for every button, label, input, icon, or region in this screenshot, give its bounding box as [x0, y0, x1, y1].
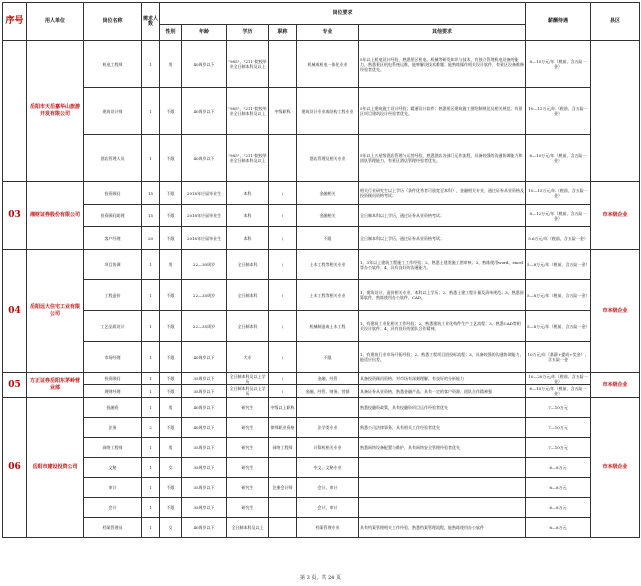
- position-cell: 机电工程师: [84, 41, 142, 88]
- gender-cell: 女: [160, 458, 182, 478]
- col-other: 其他要求: [359, 25, 526, 41]
- education-cell: 全日制本科及以上: [227, 518, 269, 538]
- count-cell: 1: [142, 41, 160, 88]
- position-cell: 投资顾问: [84, 182, 142, 205]
- table-row: [3, 518, 640, 538]
- other-cell: 相关行业研究生以上学历（条件优秀者可放宽至本科），金融相关专业，通过证券从业资格及投资顾问资格考试；: [359, 182, 526, 205]
- col-level: 县区: [591, 3, 640, 41]
- count-cell: 1: [142, 438, 160, 458]
- salary-cell: 7—10万元: [526, 418, 591, 438]
- title-cell: [269, 458, 297, 478]
- age-cell: 40周岁以下: [182, 418, 227, 438]
- table-row: [3, 135, 640, 182]
- gender-cell: 不限: [160, 418, 182, 438]
- level-cell: 市本级企业: [591, 398, 640, 538]
- gender-cell: 男: [160, 398, 182, 418]
- age-cell: 2018年应届毕业生: [182, 205, 227, 227]
- other-cell: [359, 498, 526, 518]
- title-cell: 注册会计师: [269, 478, 297, 498]
- gender-cell: 不限: [160, 385, 182, 398]
- table-row: [3, 250, 640, 280]
- salary-cell: 5.6万元/年（税前，含五险一金）: [526, 227, 591, 250]
- other-cell: 1、有建筑工业化相关工作经验；2、熟悉建筑工业化构件生产工艺流程；3、熟悉CAD等相关设计软件；4、具有良好的团队合作精神。: [359, 311, 526, 342]
- table-row: [3, 41, 640, 88]
- salary-cell: 10—20万元/年（税前，含五险一金）: [526, 373, 591, 385]
- position-cell: 投资顾问: [84, 373, 142, 385]
- table-row: [3, 373, 640, 385]
- major-cell: 机械或机电一体化专业: [297, 41, 359, 88]
- count-cell: 1: [142, 498, 160, 518]
- age-cell: 35周岁以下: [182, 385, 227, 398]
- major-cell: 法学类专业: [297, 418, 359, 438]
- title-cell: \: [269, 280, 297, 311]
- other-cell: 5年以上机电设计经验，熟悉景区机电、机械等研发知识与技术，有独立管理机电设备的能力，熟悉景区机电系统运维，能够解决技术难题；能熟练操作相关设计软件，有景区设备维修经验者优先。: [359, 41, 526, 88]
- education-cell: 全日制本科及以上学历: [227, 385, 269, 398]
- count-cell: 1: [142, 250, 160, 280]
- seq-cell: 03: [3, 182, 27, 250]
- count-cell: 2: [142, 418, 160, 438]
- age-cell: 22—35周岁: [182, 280, 227, 311]
- col-position: 岗位名称: [84, 3, 142, 41]
- major-cell: 不限: [297, 342, 359, 373]
- count-cell: 1: [142, 342, 160, 373]
- salary-cell: 10万元/年（基薪+提成+奖金），含五险一金: [526, 342, 591, 373]
- other-cell: 熟悉投融资政策，具有投融资项目运作经验者优先: [359, 398, 526, 418]
- salary-cell: 6—8万元: [526, 518, 591, 538]
- gender-cell: 女: [160, 518, 182, 538]
- col-requirements: 岗位要求: [160, 3, 526, 25]
- col-seq: 序号: [3, 3, 27, 41]
- table-row: [3, 458, 640, 478]
- other-cell: 5年以上五星级酒店管理与运营经验，熟悉酒店各部门运作流程，具备较强的沟通协调能力和团队管理能力，有景区酒店管理经验者优先。: [359, 135, 526, 182]
- education-cell: 本科: [227, 182, 269, 205]
- major-cell: 酒店管理及相关专业: [297, 135, 359, 182]
- major-cell: 机械制造或土木工程: [297, 311, 359, 342]
- other-cell: 熟悉公司法律事务，具有相关工作经验者优先: [359, 418, 526, 438]
- salary-cell: 8—10万元/年（税前，含五险一金）: [526, 41, 591, 88]
- major-cell: [297, 398, 359, 418]
- col-title: 职称: [269, 25, 297, 41]
- education-cell: 全日制本科: [227, 280, 269, 311]
- col-age: 年龄: [182, 25, 227, 41]
- level-cell: [591, 41, 640, 182]
- major-cell: 建筑设计专业或结构工程专业: [297, 88, 359, 135]
- gender-cell: 不限: [160, 205, 182, 227]
- age-cell: 40周岁以下: [182, 398, 227, 418]
- table-row: [3, 385, 640, 398]
- education-cell: 大专: [227, 342, 269, 373]
- unit-cell: 湘财证券股份有限公司: [27, 182, 84, 250]
- position-cell: 网络工程师: [84, 438, 142, 458]
- level-cell: 市本级企业: [591, 182, 640, 250]
- title-cell: 网络工程师: [269, 438, 297, 458]
- education-cell: 研究生: [227, 398, 269, 418]
- gender-cell: 男: [160, 250, 182, 280]
- unit-cell: 岳阳市天岳嘉华山旅游开发有限公司: [27, 41, 84, 182]
- other-cell: 具备投资顾问资格，对市场有深刻理解，有良好的分析能力: [359, 373, 526, 385]
- position-cell: 客户经理: [84, 227, 142, 250]
- position-cell: 建筑设计师: [84, 88, 142, 135]
- table-row: [3, 498, 640, 518]
- title-cell: \: [269, 227, 297, 250]
- major-cell: 金融、经管: [297, 373, 359, 385]
- education-cell: "985"、"211"院校毕业全日制本科及以上: [227, 88, 269, 135]
- salary-cell: 8—12万元/年（税前，含五险一金）: [526, 205, 591, 227]
- level-cell: 市本级企业: [591, 250, 640, 373]
- gender-cell: 男: [160, 41, 182, 88]
- age-cell: 40周岁以下: [182, 41, 227, 88]
- col-salary: 薪酬待遇: [526, 3, 591, 41]
- count-cell: 15: [142, 205, 160, 227]
- count-cell: 1: [142, 398, 160, 418]
- title-cell: \: [269, 311, 297, 342]
- title-cell: \: [269, 385, 297, 398]
- other-cell: 1、建筑设计、造价相关专业，本科以上学历；2、熟悉土建工程计量及清单规范；3、熟悉预算软件，熟练使用办公软件、CAD。: [359, 280, 526, 311]
- table-row: [3, 342, 640, 373]
- major-cell: 不限: [297, 227, 359, 250]
- other-cell: 熟悉网络设备配置与维护，具有网络安全管理经验者优先: [359, 438, 526, 458]
- title-cell: \: [269, 342, 297, 373]
- salary-cell: 5—8万元/年（税前，含五险一金）: [526, 280, 591, 311]
- gender-cell: 不限: [160, 182, 182, 205]
- education-cell: 研究生: [227, 458, 269, 478]
- table-row: [3, 418, 640, 438]
- salary-cell: 10—12万元/年（税前，含五险一金）: [526, 88, 591, 135]
- seq-cell: 06: [3, 398, 27, 538]
- title-cell: 中级职称: [269, 88, 297, 135]
- count-cell: 1: [142, 385, 160, 398]
- major-cell: 金融、经管、财务、营销: [297, 385, 359, 398]
- education-cell: 全日制本科: [227, 250, 269, 280]
- gender-cell: 不限: [160, 280, 182, 311]
- position-cell: 投融资: [84, 398, 142, 418]
- table-row: [3, 478, 640, 498]
- education-cell: 研究生: [227, 498, 269, 518]
- table-row: [3, 398, 640, 418]
- education-cell: 研究生: [227, 438, 269, 458]
- age-cell: 40周岁以下: [182, 518, 227, 538]
- major-cell: 金融相关: [297, 205, 359, 227]
- col-count: 需求人数: [142, 3, 160, 41]
- education-cell: 研究生: [227, 478, 269, 498]
- position-cell: 审计: [84, 478, 142, 498]
- education-cell: "985"、"211"院校毕业全日制本科及以上: [227, 135, 269, 182]
- unit-cell: 岳阳市建设投资公司: [27, 398, 84, 538]
- col-education: 学历: [227, 25, 269, 41]
- position-cell: 工程造价: [84, 280, 142, 311]
- table-row: [3, 182, 640, 205]
- count-cell: 1: [142, 311, 160, 342]
- major-cell: 计算机相关专业: [297, 438, 359, 458]
- unit-cell: 方正证券岳阳东茅岭营业部: [27, 373, 84, 398]
- education-cell: 研究生: [227, 418, 269, 438]
- major-cell: 中文、文秘专业: [297, 458, 359, 478]
- count-cell: 1: [142, 135, 160, 182]
- title-cell: [269, 498, 297, 518]
- salary-cell: 5—8万元/年（税前，含五险一金）: [526, 311, 591, 342]
- gender-cell: 男: [160, 438, 182, 458]
- education-cell: 全日制本科及以上学历: [227, 373, 269, 385]
- education-cell: "985"、"211"院校毕业全日制本科及以上: [227, 41, 269, 88]
- table-row: [3, 438, 640, 458]
- title-cell: 中级以上职称: [269, 398, 297, 418]
- age-cell: 40周岁以下: [182, 88, 227, 135]
- title-cell: [269, 41, 297, 88]
- major-cell: 档案管理专业: [297, 518, 359, 538]
- other-cell: 全日制本科以上学历，通过证券从业资格考试；: [359, 227, 526, 250]
- other-cell: [359, 458, 526, 478]
- education-cell: 本科: [227, 205, 269, 227]
- seq-cell: [3, 41, 27, 182]
- position-cell: 文秘: [84, 458, 142, 478]
- unit-cell: 岳阳远大住宅工业有限公司: [27, 250, 84, 373]
- salary-cell: 6—8万元: [526, 478, 591, 498]
- gender-cell: 不限: [160, 498, 182, 518]
- age-cell: 40周岁以下: [182, 135, 227, 182]
- age-cell: 40周岁以下: [182, 342, 227, 373]
- age-cell: 2018年应届毕业生: [182, 227, 227, 250]
- salary-cell: 6—8万元: [526, 458, 591, 478]
- table-row: [3, 227, 640, 250]
- seq-cell: 05: [3, 373, 27, 398]
- age-cell: 2018年应届毕业生: [182, 182, 227, 205]
- salary-cell: 6—8万元: [526, 498, 591, 518]
- title-cell: \: [269, 250, 297, 280]
- position-cell: 会计: [84, 498, 142, 518]
- title-cell: [269, 518, 297, 538]
- count-cell: 20: [142, 227, 160, 250]
- title-cell: \: [269, 182, 297, 205]
- position-cell: 市场经理: [84, 342, 142, 373]
- title-cell: 律师职业资格: [269, 418, 297, 438]
- page-number: 第 3 页，共 24 页: [300, 575, 341, 581]
- col-major: 专业: [297, 25, 359, 41]
- position-cell: 理财经理: [84, 385, 142, 398]
- major-cell: 会计、审计: [297, 498, 359, 518]
- position-cell: 档案管理员: [84, 518, 142, 538]
- title-cell: \: [269, 373, 297, 385]
- other-cell: 全日制本科以上学历，通过证券从业资格考试；: [359, 205, 526, 227]
- position-cell: 法务: [84, 418, 142, 438]
- position-cell: 酒店管理人员: [84, 135, 142, 182]
- major-cell: 土木工程等相关专业: [297, 280, 359, 311]
- other-cell: 1、有建筑行业市场开拓经验；2、熟悉工程项目招投标流程；3、具备较强的沟通协调能力，能适应出差。: [359, 342, 526, 373]
- count-cell: 1: [142, 458, 160, 478]
- title-cell: [269, 135, 297, 182]
- col-gender: 性别: [160, 25, 182, 41]
- salary-cell: 8—10万元/年（税前，含五险一金）: [526, 135, 591, 182]
- salary-cell: 10—15万元/年（税前，含五险一金）: [526, 182, 591, 205]
- recruitment-table: [2, 2, 640, 538]
- age-cell: 35周岁以下: [182, 438, 227, 458]
- salary-cell: 5—8万元/年（税前，含五险一金）: [526, 250, 591, 280]
- count-cell: 1: [142, 280, 160, 311]
- age-cell: 35周岁以下: [182, 478, 227, 498]
- gender-cell: 不限: [160, 478, 182, 498]
- count-cell: 1: [142, 373, 160, 385]
- age-cell: 35周岁以下: [182, 373, 227, 385]
- table-row: [3, 88, 640, 135]
- age-cell: 22—30周岁: [182, 250, 227, 280]
- count-cell: 1: [142, 478, 160, 498]
- other-cell: 1、3年以上建筑工程施工工作经验；2、熟悉土建类施工图审核；3、熟练使用word、excel等办公软件；4、具有良好的沟通能力。: [359, 250, 526, 280]
- major-cell: 金融相关: [297, 182, 359, 205]
- salary-cell: 6—10万元/年（税前，含五险一金）: [526, 385, 591, 398]
- seq-cell: 04: [3, 250, 27, 373]
- table-row: [3, 280, 640, 311]
- table-row: [3, 311, 640, 342]
- gender-cell: 不限: [160, 311, 182, 342]
- major-cell: 土木工程等相关专业: [297, 250, 359, 280]
- age-cell: 35周岁以下: [182, 458, 227, 478]
- table-body: [3, 41, 640, 538]
- col-unit: 用人单位: [27, 3, 84, 41]
- count-cell: 15: [142, 182, 160, 205]
- other-cell: [359, 478, 526, 498]
- level-cell: 市本级企业: [591, 373, 640, 398]
- education-cell: 全日制本科: [227, 311, 269, 342]
- age-cell: 22—35周岁: [182, 311, 227, 342]
- salary-cell: 7—10万元: [526, 398, 591, 418]
- other-cell: 具备证券从业资格，熟悉金融产品，具有一定的客户资源，团队合作精神强: [359, 385, 526, 398]
- other-cell: 5年以上建筑施工设计经验；精通设计软件；熟悉景区建筑施工图绘制规范及相关规范；有景区项目建筑设计经验者优先。: [359, 88, 526, 135]
- position-cell: 工艺品质设计: [84, 311, 142, 342]
- count-cell: 1: [142, 518, 160, 538]
- title-cell: \: [269, 205, 297, 227]
- position-cell: 投资顾问助理: [84, 205, 142, 227]
- gender-cell: 不限: [160, 227, 182, 250]
- major-cell: 会计、审计: [297, 478, 359, 498]
- education-cell: 本科: [227, 227, 269, 250]
- salary-cell: 7—10万元: [526, 438, 591, 458]
- header-row-1: [3, 3, 640, 25]
- other-cell: 具有档案管理相关工作经验，熟悉档案管理流程，能熟练使用办公软件: [359, 518, 526, 538]
- gender-cell: 不限: [160, 88, 182, 135]
- table-row: [3, 205, 640, 227]
- count-cell: 1: [142, 88, 160, 135]
- position-cell: 项目协调: [84, 250, 142, 280]
- age-cell: 35周岁以下: [182, 498, 227, 518]
- gender-cell: 不限: [160, 342, 182, 373]
- gender-cell: 不限: [160, 373, 182, 385]
- gender-cell: 不限: [160, 135, 182, 182]
